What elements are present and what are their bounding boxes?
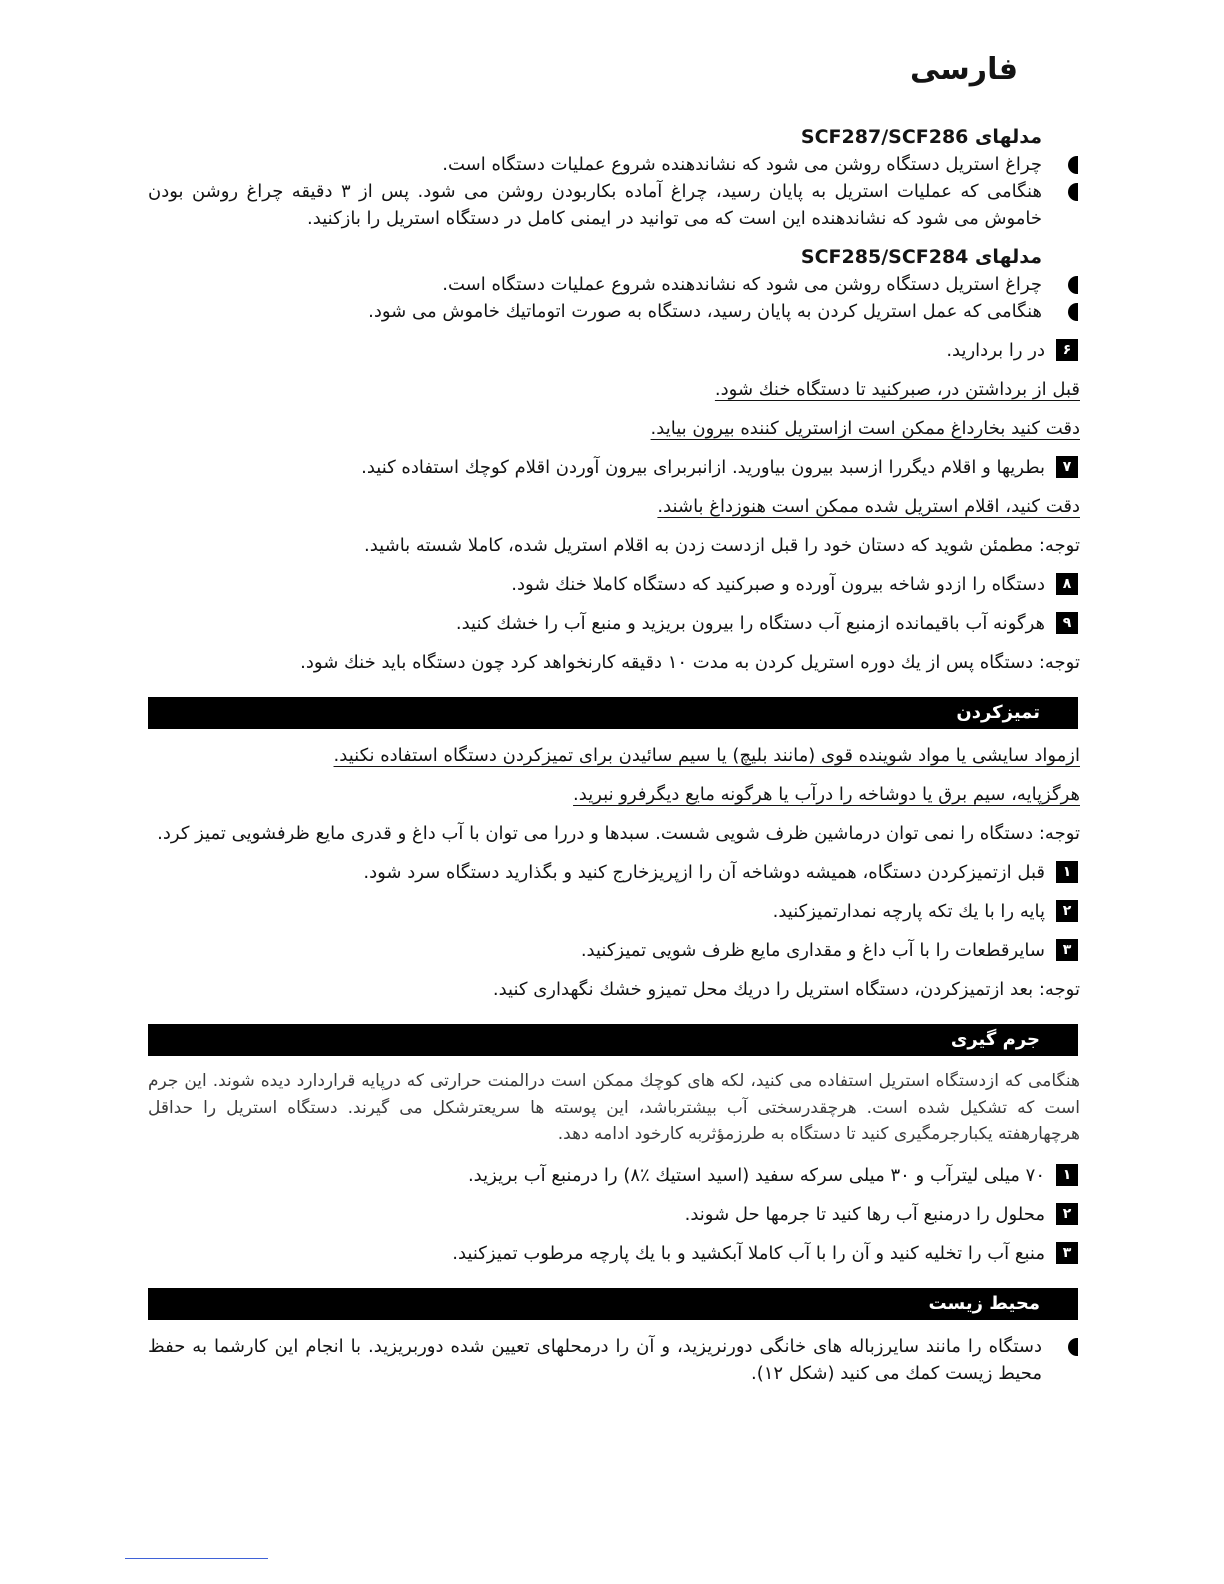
descaling-step-3 (148, 1240, 1080, 1267)
step-text: محلول را درمنبع آب رها کنید تا جرمها حل شوند. (684, 1203, 1045, 1225)
step-text: سایرقطعات را با آب داغ و مقداری مایع ظرف شویی تمیزکنید. (580, 940, 1045, 961)
bullet-item (148, 1333, 1080, 1387)
bullet-item (148, 271, 1080, 298)
bullet-text: هنگامی که عمل استریل کردن به پایان رسید، دستگاه به صورت اتوماتیك خاموش می شود. (368, 301, 1042, 322)
section-heading-descaling: جرم گیری (148, 1024, 1078, 1056)
bullet-text: چراغ استریل دستگاه روشن می شود که نشاندهنده شروع عملیات دستگاه است. (442, 154, 1042, 175)
step-number-badge: ۶ (1045, 337, 1080, 364)
step-number-badge: ۷ (1045, 454, 1080, 481)
step-number-badge: ۲ (1045, 1201, 1080, 1228)
step-number-badge: ۸ (1045, 571, 1080, 598)
models-scf285-scf284-heading: مدلهای SCF285/SCF284 (800, 246, 1042, 268)
warning-abrasive (148, 742, 1080, 769)
note-wash-hands: توجه: مطمئن شوید که دستان خود را قبل ازدست زدن به اقلام استریل شده، کاملا شسته باشید. (364, 535, 1080, 556)
step-7 (148, 454, 1080, 481)
step-text: پایه را با یك تکه پارچه نمدارتمیزکنید. (772, 901, 1045, 922)
step-number-badge: ۳ (1045, 937, 1080, 964)
bullet-marker-icon (1042, 298, 1080, 325)
bullet-text: هنگامی که عملیات استریل به پایان رسید، چراغ آماده بکاربودن روشن می شود. پس از ۳ دقیقه چراغ روشن بودن خاموش می شود که نشاندهنده این است که می توانید در ایمنی کامل در دستگاه استریل را بازکنید. (148, 181, 1042, 229)
descaling-intro: هنگامی که ازدستگاه استریل استفاده می کنید، لکه های کوچك ممکن است درالمنت حرارتی که درپایه قراردارد دیده شوند. این جرم است که تشکیل شده است. هرچقدرسختی آب بیشترباشد، این پوسته ها سریعترشکل می گیرند. دستگاه استریل را حداقل هرچهارهفته یکبارجرمگیری کنید تا دستگاه به طرزمؤثربه کارخود ادامه دهد. (148, 1071, 1080, 1144)
caution-hot-steam (148, 415, 1080, 442)
step-8 (148, 571, 1080, 598)
section-heading-environment: محیط زیست (148, 1288, 1078, 1320)
bullet-item (148, 298, 1080, 325)
bullet-marker-icon (1042, 271, 1080, 298)
language-title: فارسی (909, 52, 1018, 87)
step-9 (148, 610, 1080, 637)
step-text: قبل ازتمیزکردن دستگاه، همیشه دوشاخه آن را ازپریزخارج کنید و بگذارید دستگاه سرد شود. (363, 862, 1045, 883)
caution-text: دقت کنید، اقلام استریل شده ممکن است هنوزداغ باشند. (657, 496, 1080, 517)
bullet-marker-icon (1042, 1333, 1080, 1360)
caution-text: دقت کنید بخارداغ ممکن است ازاستریل کننده بیرون بیاید. (650, 418, 1080, 439)
bullet-marker-icon (1042, 151, 1080, 178)
warning-text: ازمواد سایشی یا مواد شوینده قوی (مانند بلیچ) یا سیم سائیدن برای تمیزکردن دستگاه استفاده نکنید. (333, 745, 1080, 766)
warning-text: هرگزپایه، سیم برق یا دوشاخه را درآب یا هرگونه مایع دیگرفرو نبرید. (573, 784, 1080, 805)
step-text: منبع آب را تخلیه کنید و آن را با آب کاملا آبکشید و با یك پارچه مرطوب تمیزکنید. (452, 1242, 1045, 1264)
step-number-badge: ۱ (1045, 859, 1080, 886)
note-storage: توجه: بعد ازتمیزکردن، دستگاه استریل را دریك محل تمیزو خشك نگهداری کنید. (492, 979, 1080, 1000)
step-text: هرگونه آب باقیمانده ازمنبع آب دستگاه را بیرون بریزید و منبع آب را خشك کنید. (455, 613, 1045, 634)
models-scf287-scf286-heading: مدلهای SCF287/SCF286 (800, 126, 1042, 148)
cleaning-step-1 (148, 859, 1080, 886)
step-number-badge: ۹ (1045, 610, 1080, 637)
cleaning-step-2 (148, 898, 1080, 925)
bullet-text: چراغ استریل دستگاه روشن می شود که نشاندهنده شروع عملیات دستگاه است. (442, 274, 1042, 295)
step-text: ۷۰ میلی لیترآب و ۳۰ میلی سرکه سفید (اسید استیك ٪۸) را درمنبع آب بریزید. (467, 1164, 1045, 1186)
descaling-step-2 (148, 1201, 1080, 1228)
step-6 (148, 337, 1080, 364)
note-cooldown: توجه: دستگاه پس از یك دوره استریل کردن به مدت ۱۰ دقیقه کارنخواهد کرد چون دستگاه باید خنك شود. (300, 652, 1080, 673)
step-text: در را بردارید. (946, 340, 1045, 361)
step-number-badge: ۳ (1045, 1240, 1080, 1267)
note-dishwasher: توجه: دستگاه را نمی توان درماشین ظرف شویی شست. سبدها و دررا می توان با آب داغ و قدری مایع ظرفشویی تمیز کرد. (157, 823, 1080, 844)
bullet-item (148, 151, 1080, 178)
descaling-step-1 (148, 1162, 1080, 1189)
step-number-badge: ۱ (1045, 1162, 1080, 1189)
bullet-marker-icon (1042, 178, 1080, 205)
step-text: دستگاه را ازدو شاخه بیرون آورده و صبرکنید که دستگاه کاملا خنك شود. (511, 574, 1045, 595)
cleaning-step-3 (148, 937, 1080, 964)
caution-text: قبل از برداشتن در، صبرکنید تا دستگاه خنك شود. (714, 379, 1080, 400)
step-number-badge: ۲ (1045, 898, 1080, 925)
warning-immerse (148, 781, 1080, 808)
bullet-text: دستگاه را مانند سایرزباله های خانگی دورنریزید، و آن را درمحلهای تعیین شده دوربریزید. با انجام این کارشما به حفظ محیط زیست کمك می کنید (شکل ۱۲). (148, 1335, 1042, 1384)
step-text: بطریها و اقلام دیگررا ازسبد بیرون بیاورید. ازانبربرای بیرون آوردن اقلام کوچك استفاده کنید. (361, 457, 1045, 478)
caution-cool-down (148, 376, 1080, 403)
bullet-item (148, 178, 1080, 232)
manual-page (148, 50, 1080, 1387)
section-heading-cleaning: تمیزکردن (148, 697, 1078, 729)
footer-rule (125, 1558, 268, 1559)
caution-hot-items (148, 493, 1080, 520)
